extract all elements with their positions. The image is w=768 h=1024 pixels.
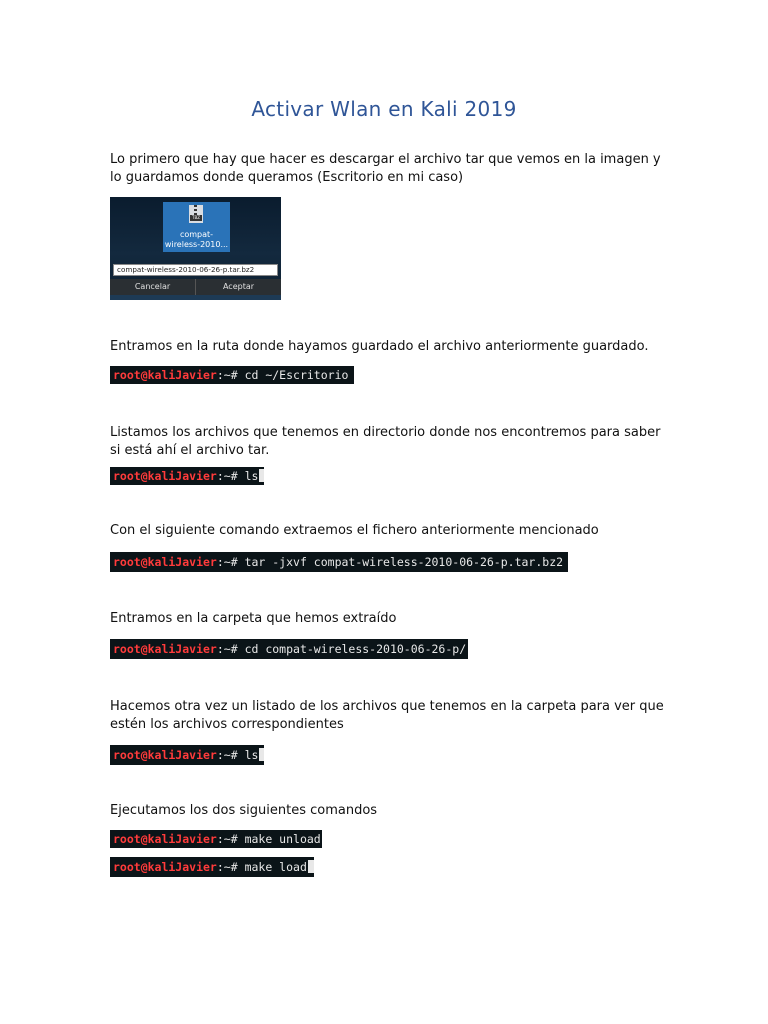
prompt-sep: :~# (216, 832, 245, 846)
cursor-block (259, 469, 264, 482)
command-text: ls (244, 748, 259, 762)
prompt-sep: :~# (216, 555, 245, 569)
step-4-text: Con el siguiente comando extraemos el fichero anteriormente mencionado (110, 523, 599, 538)
command-text: tar -jxvf compat-wireless-2010-06-26-p.tar.bz2 (244, 555, 564, 569)
command-text: make load (244, 860, 307, 874)
prompt-user: root@kaliJavier (113, 555, 217, 569)
terminal-line-make-unload (110, 830, 322, 848)
command-text: make unload (244, 832, 321, 846)
file-tile (163, 202, 230, 252)
prompt-sep: :~# (216, 860, 245, 874)
document-title: Activar Wlan en Kali 2019 (251, 97, 517, 121)
accept-button: Aceptar (196, 279, 281, 295)
step-5-text: Entramos en la carpeta que hemos extraído (110, 611, 397, 626)
archive-file-icon (189, 205, 203, 223)
cursor-block (259, 748, 264, 761)
prompt-user: root@kaliJavier (113, 832, 217, 846)
terminal-line-make-load (110, 857, 314, 877)
step-3-text: Listamos los archivos que tenemos en directorio donde nos encontremos para saber si está ahí el archivo tar. (110, 425, 661, 458)
save-dialog-screenshot (110, 197, 281, 300)
file-badge: TBZ (190, 215, 202, 221)
filename-field: compat-wireless-2010-06-26-p.tar.bz2 (113, 264, 278, 276)
prompt-sep: :~# (216, 748, 245, 762)
prompt-user: root@kaliJavier (113, 860, 217, 874)
dialog-buttons (110, 279, 281, 295)
step-7-text: Ejecutamos los dos siguientes comandos (110, 803, 378, 818)
terminal-line-tar (110, 552, 568, 572)
prompt-user: root@kaliJavier (113, 642, 217, 656)
command-text: cd ~/Escritorio (244, 368, 349, 382)
cancel-button: Cancelar (110, 279, 196, 295)
prompt-sep: :~# (216, 642, 245, 656)
step-1-text: Lo primero que hay que hacer es descargar el archivo tar que vemos en la imagen y lo guardamos donde queramos (Escritorio en mi caso) (110, 152, 661, 185)
prompt-user: root@kaliJavier (113, 748, 217, 762)
command-text: cd compat-wireless-2010-06-26-p/ (244, 642, 467, 656)
step-6-text: Hacemos otra vez un listado de los archivos que tenemos en la carpeta para ver que estén los archivos correspondientes (110, 699, 664, 732)
terminal-line-cd-escritorio (110, 366, 354, 384)
prompt-user: root@kaliJavier (113, 368, 217, 382)
prompt-sep: :~# (216, 469, 245, 483)
terminal-line-ls (110, 467, 264, 485)
prompt-user: root@kaliJavier (113, 469, 217, 483)
terminal-line-cd-compat (110, 639, 468, 659)
step-2-text: Entramos en la ruta donde hayamos guardado el archivo anteriormente guardado. (110, 339, 649, 354)
prompt-sep: :~# (216, 368, 245, 382)
command-text: ls (244, 469, 259, 483)
terminal-line-ls-2 (110, 745, 264, 765)
file-label: compat-wireless-2010... (164, 230, 229, 249)
cursor-block (308, 860, 314, 873)
